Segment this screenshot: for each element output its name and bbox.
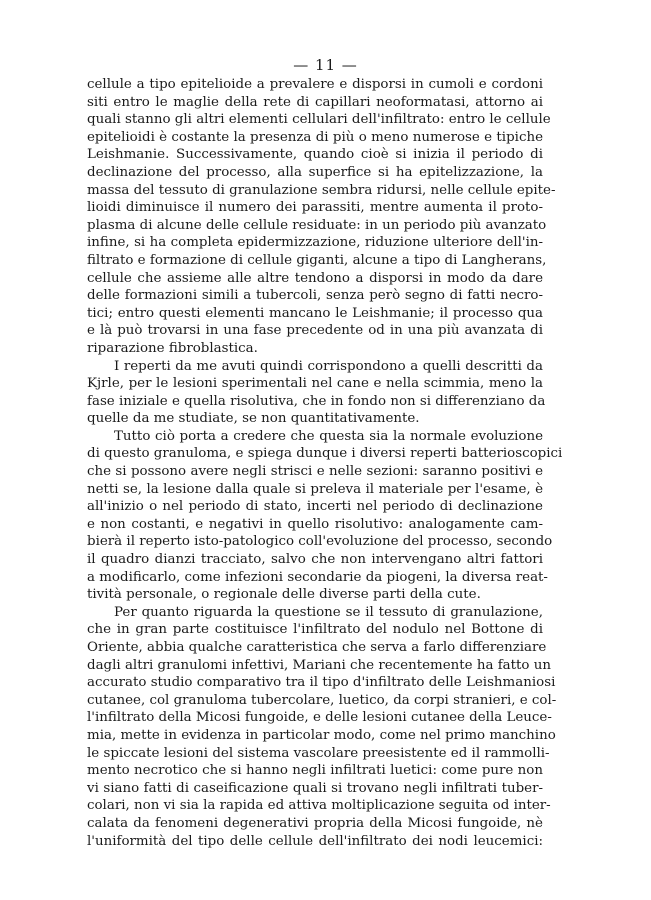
page-number: — 11 —: [293, 56, 358, 74]
text-line: quali stanno gli altri elementi cellulari dell'infiltrato: entro le cellule: [87, 112, 551, 128]
text-line: Oriente, abbia qualche caratteristica che serva a farlo differenziare: [87, 640, 547, 655]
text-line: Leishmanie. Successivamente, quando cioè si inizia il periodo di: [87, 147, 543, 163]
text-line: fase iniziale e quella risolutiva, che in fondo non si differenziano da: [87, 393, 546, 409]
text-line: all'inizio o nel periodo di stato, incerti nel periodo di declinazione: [87, 499, 543, 515]
text-line: cutanee, col granuloma tubercolare, luetico, da corpi stranieri, e col-: [87, 692, 557, 708]
text-line: vi siano fatti di caseificazione quali si trovano negli infiltrati tuber-: [87, 780, 543, 796]
text-line: Kjrle, per le lesioni sperimentali nel cane e nella scimmia, meno la: [87, 376, 543, 392]
text-line: accurato studio comparativo tra il tipo d'infiltrato delle Leishmaniosi: [87, 675, 556, 691]
text-line: netti se, la lesione dalla quale si preleva il materiale per l'esame, è: [87, 481, 543, 497]
text-line: che in gran parte costituisce l'infiltrato del nodulo nel Bottone di: [87, 622, 543, 638]
paragraph-2: [87, 358, 546, 428]
text-line: le spiccate lesioni del sistema vascolare preesistente ed il rammolli-: [87, 745, 550, 761]
text-line: cellule a tipo epitelioide a prevalere e disporsi in cumoli e cordoni: [87, 77, 543, 92]
text-line: cellule che assieme alle altre tendono a disporsi in modo da dare: [87, 270, 543, 286]
text-line: calata da fenomeni degenerativi propria della Micosi fungoide, nè: [87, 815, 543, 831]
text-line: epitelioidi è costante la presenza di più o meno numerose e tipiche: [87, 129, 543, 145]
text-line: bierà il reperto isto-patologico coll'evoluzione del processo, secondo: [87, 534, 553, 550]
text-line: e là può trovarsi in una fase precedente od in una più avanzata di: [87, 323, 543, 339]
text-line: colari, non vi sia la rapida ed attiva moltiplicazione seguita od inter-: [87, 798, 551, 814]
paragraph-3: [87, 428, 563, 604]
text-line: I reperti da me avuti quindi corrispondono a quelli descritti da: [114, 358, 543, 374]
text-line: delle formazioni simili a tubercoli, senza però segno di fatti necro-: [87, 288, 543, 304]
body-text: [87, 76, 563, 850]
text-line: quelle da me studiate, se non quantitativamente.: [87, 411, 420, 427]
text-line: che si possono avere negli strisci e nelle sezioni: saranno positivi e: [87, 464, 543, 480]
text-line: siti entro le maglie della rete di capillari neoformatasi, attorno ai: [87, 94, 543, 110]
text-line: l'infiltrato della Micosi fungoide, e delle lesioni cutanee della Leuce-: [87, 710, 552, 726]
paragraph-1: [87, 76, 556, 358]
text-line: massa del tessuto di granulazione sembra ridursi, nelle cellule epite-: [87, 182, 556, 198]
text-line: il quadro dianzi tracciato, salvo che non intervengano altri fattori: [87, 552, 543, 568]
text-line: mento necrotico che si hanno negli infiltrati luetici: come pure non: [87, 763, 543, 779]
text-line: e non costanti, e negativi in quello risolutivo: analogamente cam-: [87, 516, 543, 532]
text-line: plasma di alcune delle cellule residuate: in un periodo più avanzato: [87, 217, 547, 233]
text-line: Per quanto riguarda la questione se il tessuto di granulazione,: [114, 604, 543, 620]
paragraph-4: [87, 604, 557, 850]
text-line: l'uniformità del tipo delle cellule dell'infiltrato dei nodi leucemici:: [87, 833, 543, 849]
text-line: tività personale, o regionale delle diverse parti della cute.: [87, 587, 481, 603]
text-line: mia, mette in evidenza in particolar modo, come nel primo manchino: [87, 727, 556, 743]
text-line: Tutto ciò porta a credere che questa sia la normale evoluzione: [114, 428, 543, 444]
text-line: riparazione fibroblastica.: [87, 340, 258, 356]
text-line: filtrato e formazione di cellule giganti, alcune a tipo di Langherans,: [87, 252, 547, 268]
text-line: a modificarlo, come infezioni secondarie da piogeni, la diversa reat-: [87, 569, 548, 585]
text-line: declinazione del processo, alla superfice si ha epitelizzazione, la: [87, 164, 543, 180]
text-line: lioidi diminuisce il numero dei parassiti, mentre aumenta il proto-: [87, 200, 543, 216]
text-line: di questo granuloma, e spiega dunque i diversi reperti batterioscopici: [87, 446, 563, 462]
text-line: tici; entro questi elementi mancano le Leishmanie; il processo qua: [87, 305, 543, 321]
text-line: dagli altri granulomi infettivi, Mariani che recentemente ha fatto un: [87, 657, 551, 673]
text-line: infine, si ha completa epidermizzazione, riduzione ulteriore dell'in-: [87, 235, 543, 251]
